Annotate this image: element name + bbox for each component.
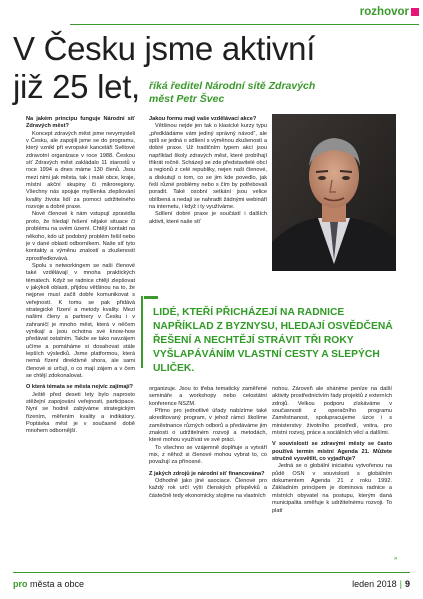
answer-paragraph: Ještě před deseti lety bylo naprosto stěžejní zapojování veřejnosti, participace. Nyní se hodně zabýváme strategickým řízením, měřením kvality a indikátory. Poptávka měst je v současné době mnohem odbornější. [26,391,135,435]
pull-quote-accent [144,296,158,299]
headline-subtitle [149,80,315,106]
question-1: Na jakém principu funguje Národní síť Zdravých měst? [26,116,135,130]
answer-paragraph: Spolu s networkingem se naši členové také vzdělávají v mnoha praktických tématech. Když se radnice chtějí zlepšovat v jakýkoli oblasti, přijdou většinou na to, že nejprve musí začít dobře komunikovat s veřejností. K tomu se pak přidává strategické řízení a metody kvality. Mezi našimi členy a partnery v Česku i v zahraničí je mnoho měst, která v něčem vynikají a jsou ochotna své know-how předávat ostatním. Takže se tako navzájem učíme a pomáháme si dosahovat stále lepších výsledků. Jsme platformou, která nemá řízení direktivně shora, ale sami členové si určují, o co mají zájem a v čem se chtějí zdokonalovat. [26,262,135,380]
pull-quote-text: LIDÉ, KTEŘÍ PŘICHÁZEJÍ NA RADNICE NAPŘÍKLAD Z BYZNYSU, HLEDAJÍ OSVĚDČENÁ ŘEŠENÍ A NECHTĚJÍ STRÁVIT TŘI ROKY VYŠLAPÁVÁNÍM VLASTNÍ CESTY A SLEPÝCH ULIČEK. [153,307,393,374]
subtitle-line-2: měst Petr Švec [149,93,225,105]
headline-line-1: V Česku jsme aktivní [13,30,316,67]
section-rubric: rozhovor [359,6,409,18]
answer-paragraph: Odhodně jako jiné asociace. Členové pro každý rok určí výši členských příspěvků a částečně tedy ekonomicky stojíme na vlastních [149,478,267,499]
answer-paragraph: Přímo pro jednotlivé úřady nabízíme také akreditovaný program, v jehož rámci školíme zaměstnance různých odborů a předáváme jim znalosti o udržitelném rozvoji a metodách, které mohou využívat ve své práci. [149,408,267,444]
article-column-1 [26,116,135,436]
issue-info [352,579,410,589]
answer-paragraph: Koncept zdravých měst jsme nevymysleli v Česku, ale zapojili jsme se do programu, který vznikl při evropské kanceláři Světové zdravotní organizace v roce 1988. Českou síť Zdravých měst zakládalo 11 starostů v roce 1994 a dnes máme 130 členů. Jsou mezi nimi jak města, tak i malé obce, kraje, místní akční skupiny či mikroregiony. Všechny nás spojuje myšlenka zlepšování kvality života lidí za pomoci udržitelného rozvoje a dobré praxe. [26,130,135,211]
portrait-photo [272,114,396,271]
brand-pro: pro [13,579,28,589]
subtitle-line-1: říká ředitel Národní sítě Zdravých [149,80,316,92]
headline-line-2: již 25 let, [13,68,140,105]
answer-paragraph: To všechno se vzájemně doplňuje a vytváří mix, z něhož si členové mohou vybrat to, co považují za přínosné. [149,444,267,466]
magazine-brand [13,579,84,589]
header-rule [70,24,419,25]
question-4: Z jakých zdrojů je národní síť financována? [149,470,265,477]
rubric-square-icon [411,8,419,16]
question-5: V souvislosti se zdravými městy se často používá termín místní Agenda 21. Můžete stručně vysvětlit, co vyjadřuje? [272,441,392,463]
answer-paragraph: nohou. Zároveň ale shánime peníze na další aktivity prostřednictvím řady projektů z externích zdrojů. Velkou podporu získáváme v současnosti z operačního programu Zaměstnanost, spolupracujeme úzce i s ministerstvy životního prostředí, vnitra, pro místní rozvoj, práce a sociálních věcí a dalšími. [272,386,392,437]
brand-rest: města a obce [27,579,85,589]
article-column-2-lower [149,386,267,500]
answer-paragraph: Nové členové k nám vstupují zpravidla proto, že hledají řešení nějaké situace či problému na svém území. Chtějí kontakt na někoho, kdo už podobný problém řešil nebo je v dané oblasti odborníkem. Naše síť tyto kontakty a výměnu znalostí a zkušeností zprostředkovává. [26,211,135,262]
article-column-3 [272,386,392,515]
answer-paragraph: Jedná se o globální iniciativu vytvořenou na půdě OSN v souvislosti s globálním dokumentem Agenda 21 z roku 1992. Základním principem je dominova radnice a místních obyvatel na postupu, kterým daná municipalita směřuje k udržitelnému rozvoji. To platí [272,463,392,514]
issue-date: leden 2018 [352,579,397,589]
question-3: Jakou formu mají vaše vzdělávací akce? [149,116,257,122]
answer-paragraph: Sdílení dobré praxe je součástí i dalších aktivit, které naše síť [149,211,267,225]
answer-paragraph: Většinou nejde jen tak o klasické kurzy typu „předkládáme vám jediný správný návod“, ale spíš se jedná o sdílení s výměnou zkušeností a dobré praxe. Už tradičním typem akcí jsou například školy zdravých měst, které probíhají třikrát ročně. Scházejí se zde představitelé obcí a regionů z celé republiky, nejen naši členové, a diskutují o tom, co se jim kde povedlo, jak řeší různé problémy nebo s čím by potřebovali poradit. Také osobní setkání jsou velice oblíbená a nedají se nahradit žádnými webináři na internetu, i když i ty využíváme. [149,123,267,211]
footer-rule [13,572,410,573]
footer-separator: | [399,579,402,589]
article-column-2 [149,116,267,226]
page-number: 9 [404,579,410,589]
continue-mark: » [394,556,398,562]
answer-paragraph: organizuje. Jsou to třeba tematicky zaměřené semináře a workshopy nebo celostátní konference NSZM. [149,386,267,407]
portrait-illustration [272,114,396,271]
question-2: O která témata se města nejvíc zajímají? [26,384,133,391]
